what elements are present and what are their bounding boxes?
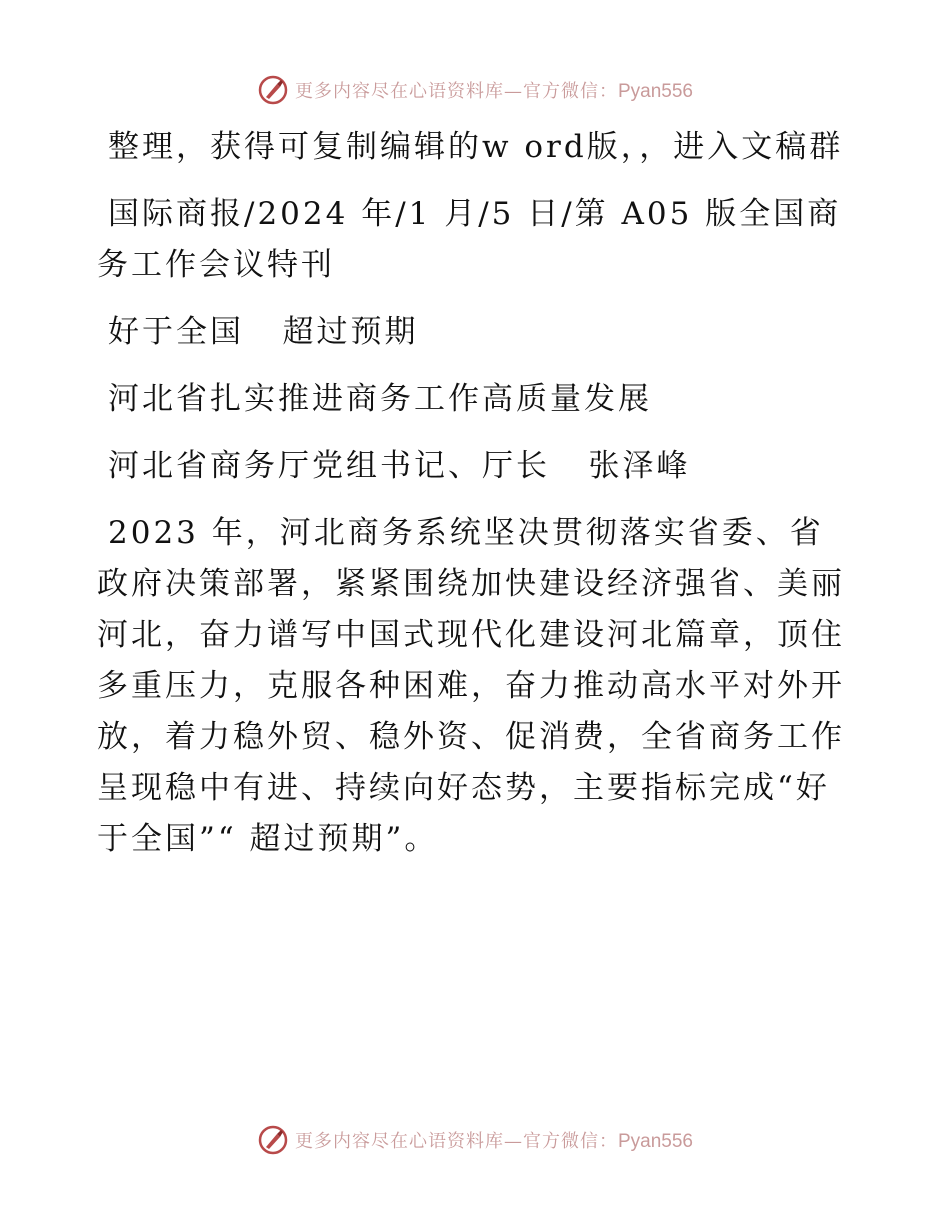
- pen-nib-circle-icon: [257, 74, 289, 106]
- paragraph-author: 河北省商务厅党组书记、厅长 张泽峰: [108, 448, 691, 484]
- header-banner: [0, 70, 950, 110]
- wechat-account: Pyan556: [617, 81, 693, 102]
- banner-caption: 更多内容尽在心语资料库—官方微信：Pyan556: [294, 81, 693, 102]
- document-body: [97, 122, 857, 881]
- paragraph-body: 2023 年，河北商务系统坚决贯彻落实省委、省政府决策部署，紧紧围绕加快建设经济强省、美丽河北，奋力谱写中国式现代化建设河北篇章，顶住多重压力，克服各种困难，奋力推动高水平对外开放，着力稳外贸、稳外资、促消费，全省商务工作呈现稳中有进、持续向好态势，主要指标完成“好于全国”“ 超过预期”。: [97, 515, 845, 857]
- paragraph-intro: 整理，获得可复制编辑的w ord版，，进入文稿群: [108, 129, 844, 165]
- paragraph-source: 国际商报/2024 年/1 月/5 日/第 A05 版全国商务工作会议特刊: [97, 196, 842, 283]
- footer-banner: [0, 1120, 950, 1160]
- banner-caption: 更多内容尽在心语资料库—官方微信：Pyan556: [294, 1131, 693, 1152]
- paragraph-headline: 好于全国 超过预期: [108, 314, 419, 350]
- wechat-account: Pyan556: [617, 1131, 693, 1152]
- pen-nib-circle-icon: [257, 1124, 289, 1156]
- paragraph-title: 河北省扎实推进商务工作高质量发展: [108, 381, 652, 417]
